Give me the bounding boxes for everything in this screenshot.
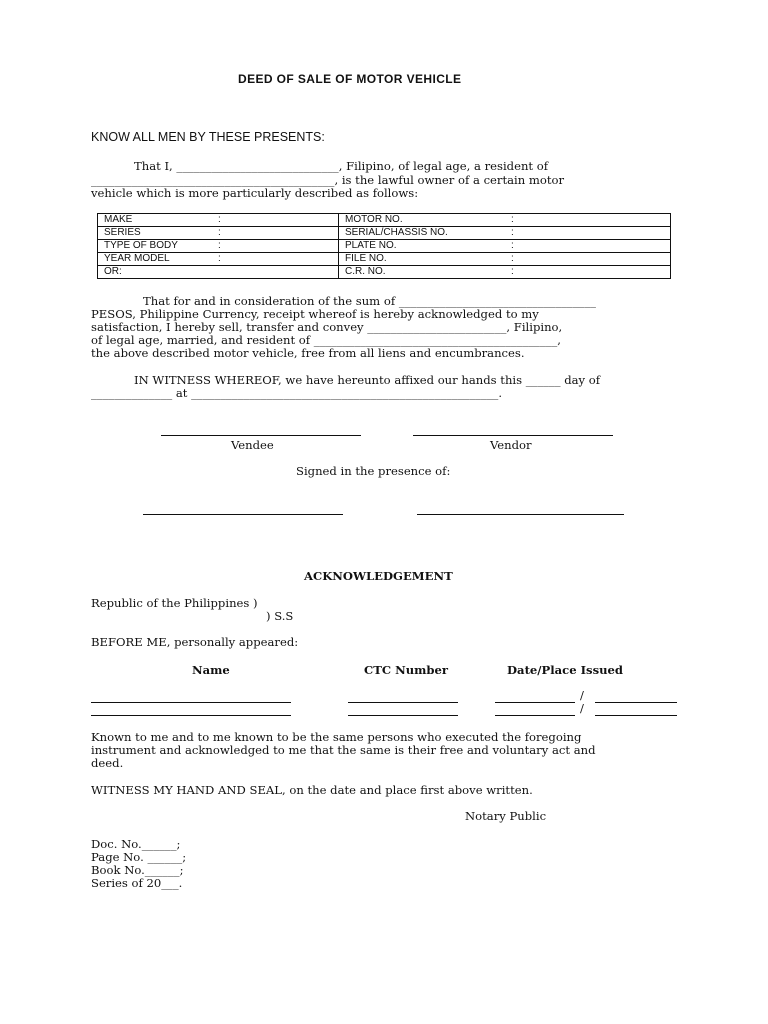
- left-field-label: TYPE OF BODY: [98, 240, 213, 253]
- vendee-label: Vendee: [231, 438, 274, 452]
- right-field-label: PLATE NO.: [339, 240, 506, 253]
- date-blank: [495, 702, 575, 703]
- column-date-place-header: Date/Place Issued: [507, 663, 624, 677]
- para2-line5: the above described motor vehicle, free from all liens and encumbrances.: [91, 346, 525, 360]
- para2-line4: of legal age, married, and resident of __________________________________________,: [91, 333, 561, 347]
- name-blank: [91, 715, 291, 716]
- name-blank: [91, 702, 291, 703]
- vehicle-table-row: [98, 266, 671, 279]
- series-entry: Series of 20___.: [91, 876, 183, 890]
- ctc-blank: [348, 715, 458, 716]
- notary-public-label: Notary Public: [465, 809, 547, 823]
- date-place-separator: /: [580, 688, 584, 702]
- book-no-entry: Book No.______;: [91, 863, 184, 877]
- page-no-entry: Page No. ______;: [91, 850, 187, 864]
- known-line3: deed.: [91, 756, 124, 770]
- left-field-label: OR:: [98, 266, 213, 279]
- ctc-blank: [348, 702, 458, 703]
- left-field-value: [212, 266, 339, 279]
- presence-label: Signed in the presence of:: [296, 464, 451, 478]
- ss-line: ) S.S: [266, 609, 294, 623]
- column-ctc-header: CTC Number: [364, 663, 449, 677]
- left-field-label: YEAR MODEL: [98, 253, 213, 266]
- right-field-value: :: [505, 266, 671, 279]
- left-field-label: MAKE: [98, 214, 213, 227]
- doc-no-entry: Doc. No.______;: [91, 837, 181, 851]
- date-place-separator: /: [580, 701, 584, 715]
- vehicle-table-row: [98, 214, 671, 227]
- para1-line3: vehicle which is more particularly described as follows:: [91, 186, 419, 200]
- intro-line: KNOW ALL MEN BY THESE PRESENTS:: [91, 130, 325, 144]
- right-field-value: :: [505, 240, 671, 253]
- para3-line1: IN WITNESS WHEREOF, we have hereunto affixed our hands this ______ day of: [134, 373, 601, 387]
- para1-line1: That I, ____________________________, Filipino, of legal age, a resident of: [134, 159, 549, 173]
- right-field-value: :: [505, 214, 671, 227]
- right-field-label: SERIAL/CHASSIS NO.: [339, 227, 506, 240]
- para2-line3: satisfaction, I hereby sell, transfer and convey ________________________, Filipino,: [91, 320, 563, 334]
- before-me-line: BEFORE ME, personally appeared:: [91, 635, 299, 649]
- republic-line: Republic of the Philippines ): [91, 596, 258, 610]
- witness2-signature-line: [417, 514, 624, 515]
- document-title: DEED OF SALE OF MOTOR VEHICLE: [238, 72, 462, 86]
- para1-line2: __________________________________________, is the lawful owner of a certain motor: [91, 173, 565, 187]
- vehicle-table-row: [98, 227, 671, 240]
- vendor-signature-line: [413, 435, 613, 436]
- acknowledgement-heading: ACKNOWLEDGEMENT: [304, 569, 453, 583]
- vehicle-details-table: [97, 213, 671, 279]
- place-blank: [595, 702, 677, 703]
- witness-hand-seal-line: WITNESS MY HAND AND SEAL, on the date and place first above written.: [91, 783, 533, 797]
- right-field-label: FILE NO.: [339, 253, 506, 266]
- column-name-header: Name: [192, 663, 230, 677]
- place-blank: [595, 715, 677, 716]
- vendor-label: Vendor: [490, 438, 532, 452]
- left-field-value: :: [212, 253, 339, 266]
- right-field-value: :: [505, 227, 671, 240]
- para2-line1: That for and in consideration of the sum of __________________________________: [143, 294, 596, 308]
- left-field-value: :: [212, 214, 339, 227]
- para3-line2: ______________ at _____________________________________________________.: [91, 386, 503, 400]
- right-field-value: :: [505, 253, 671, 266]
- witness1-signature-line: [143, 514, 343, 515]
- known-line1: Known to me and to me known to be the same persons who executed the foregoing: [91, 730, 582, 744]
- vehicle-table-row: [98, 240, 671, 253]
- left-field-label: SERIES: [98, 227, 213, 240]
- date-blank: [495, 715, 575, 716]
- para2-line2: PESOS, Philippine Currency, receipt whereof is hereby acknowledged to my: [91, 307, 539, 321]
- right-field-label: MOTOR NO.: [339, 214, 506, 227]
- left-field-value: :: [212, 240, 339, 253]
- known-line2: instrument and acknowledged to me that the same is their free and voluntary act and: [91, 743, 596, 757]
- vendee-signature-line: [161, 435, 361, 436]
- right-field-label: C.R. NO.: [339, 266, 506, 279]
- left-field-value: :: [212, 227, 339, 240]
- vehicle-table-row: [98, 253, 671, 266]
